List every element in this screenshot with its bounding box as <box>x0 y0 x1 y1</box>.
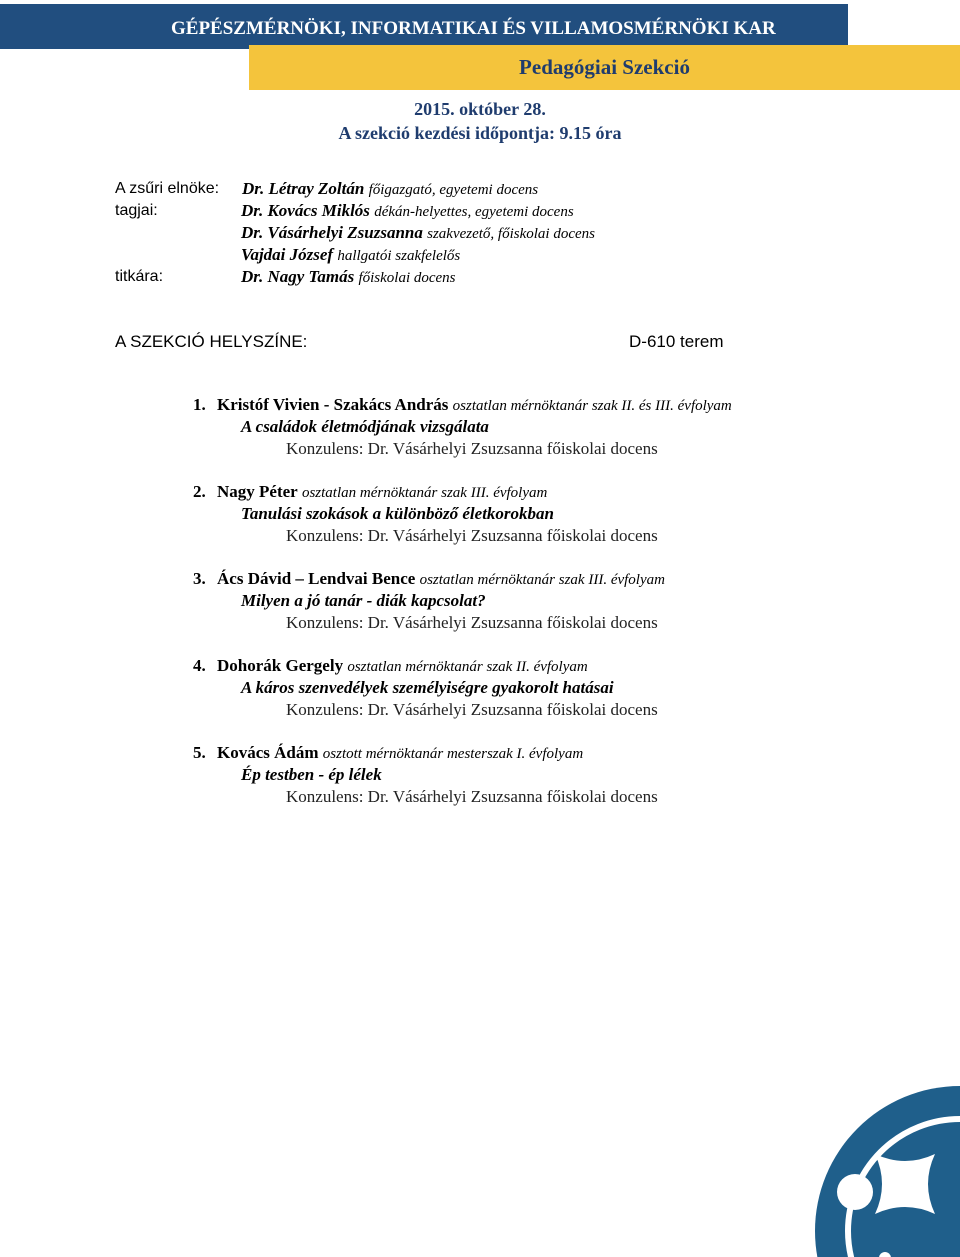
presentation-authors: Nagy Péter <box>217 482 298 501</box>
presentation-major: osztatlan mérnöktanár szak III. évfolyam <box>419 572 665 588</box>
presentation-major: osztott mérnöktanár mesterszak I. évfolyam <box>322 746 584 762</box>
presentation-consultant: Konzulens: Dr. Vásárhelyi Zsuzsanna főiskolai docens <box>286 526 658 545</box>
session-date: 2015. október 28. <box>414 99 546 119</box>
jury-member-name: Dr. Vásárhelyi Zsuzsanna <box>241 223 423 242</box>
logo-dot <box>837 1174 873 1210</box>
presentation-authors: Kristóf Vivien - Szakács András <box>217 395 449 414</box>
session-location <box>115 331 735 353</box>
jury-chair-label: A zsűri elnöke: <box>115 180 220 197</box>
jury-member-role: dékán-helyettes, egyetemi docens <box>374 204 574 220</box>
presentation-number: 4. <box>193 656 206 675</box>
presentation-item <box>193 568 893 655</box>
presentation-authors: Ács Dávid – Lendvai Bence <box>217 569 416 588</box>
location-room: D-610 terem <box>629 332 724 351</box>
presentation-header <box>193 481 893 503</box>
jury-chair-name: Dr. Létray Zoltán <box>242 179 365 198</box>
jury-secretary-label: titkára: <box>115 268 164 285</box>
presentation-authors: Dohorák Gergely <box>217 656 344 675</box>
presentation-title: Milyen a jó tanár - diák kapcsolat? <box>241 591 486 610</box>
jury-chair <box>242 178 538 201</box>
jury-member-row <box>115 222 915 244</box>
jury-member-role: hallgatói szakfelelős <box>337 248 461 264</box>
jury-secretary <box>241 266 456 289</box>
university-logo-icon <box>815 1086 960 1257</box>
session-start-time: A szekció kezdési időpontja: 9.15 óra <box>338 123 622 143</box>
jury-members-label: tagjai: <box>115 202 158 219</box>
presentation-major: osztatlan mérnöktanár szak II. és III. évfolyam <box>452 398 732 414</box>
presentation-item <box>193 481 893 568</box>
presentation-header <box>193 655 893 677</box>
jury-member-name: Dr. Kovács Miklós <box>241 201 370 220</box>
presentation-number: 1. <box>193 395 206 414</box>
jury-member-row <box>115 200 915 222</box>
presentation-major: osztatlan mérnöktanár szak II. évfolyam <box>347 659 588 675</box>
presentation-title: Tanulási szokások a különböző életkorokban <box>241 504 554 523</box>
jury-member-name: Vajdai József <box>241 245 334 264</box>
presentation-item <box>193 394 893 481</box>
logo-star <box>875 1154 935 1214</box>
jury-chair-role: főigazgató, egyetemi docens <box>368 182 539 198</box>
jury-member <box>241 244 460 267</box>
presentation-consultant: Konzulens: Dr. Vásárhelyi Zsuzsanna főiskolai docens <box>286 787 658 806</box>
jury-member-role: szakvezető, főiskolai docens <box>427 226 596 242</box>
presentation-list <box>193 394 893 829</box>
section-banner <box>249 45 960 90</box>
jury-member <box>241 200 574 223</box>
jury-list <box>115 178 915 288</box>
presentation-authors: Kovács Ádám <box>217 743 319 762</box>
presentation-number: 2. <box>193 482 206 501</box>
presentation-consultant: Konzulens: Dr. Vásárhelyi Zsuzsanna főiskolai docens <box>286 700 658 719</box>
presentation-title: A családok életmódjának vizsgálata <box>241 417 489 436</box>
jury-secretary-name: Dr. Nagy Tamás <box>241 267 355 286</box>
presentation-number: 5. <box>193 743 206 762</box>
presentation-header <box>193 742 893 764</box>
schedule-info <box>0 97 960 145</box>
presentation-major: osztatlan mérnöktanár szak III. évfolyam <box>301 485 548 501</box>
jury-secretary-role: főiskolai docens <box>358 270 456 286</box>
presentation-header <box>193 394 893 416</box>
presentation-consultant: Konzulens: Dr. Vásárhelyi Zsuzsanna főiskolai docens <box>286 613 658 632</box>
presentation-item <box>193 655 893 742</box>
presentation-title: Ép testben - ép lélek <box>241 765 382 784</box>
presentation-item <box>193 742 893 829</box>
section-title: Pedagógiai Szekció <box>519 55 690 79</box>
jury-member-row <box>115 244 915 266</box>
presentation-number: 3. <box>193 569 206 588</box>
jury-secretary-row <box>115 266 915 288</box>
faculty-title: GÉPÉSZMÉRNÖKI, INFORMATIKAI ÉS VILLAMOSMÉRNÖKI KAR <box>171 18 776 39</box>
jury-chair-row <box>115 178 915 200</box>
faculty-banner <box>0 4 848 49</box>
presentation-header <box>193 568 893 590</box>
presentation-title: A káros szenvedélyek személyiségre gyakorolt hatásai <box>241 678 614 697</box>
presentation-consultant: Konzulens: Dr. Vásárhelyi Zsuzsanna főiskolai docens <box>286 439 658 458</box>
jury-member <box>241 222 595 245</box>
location-label: A SZEKCIÓ HELYSZÍNE: <box>115 332 308 351</box>
